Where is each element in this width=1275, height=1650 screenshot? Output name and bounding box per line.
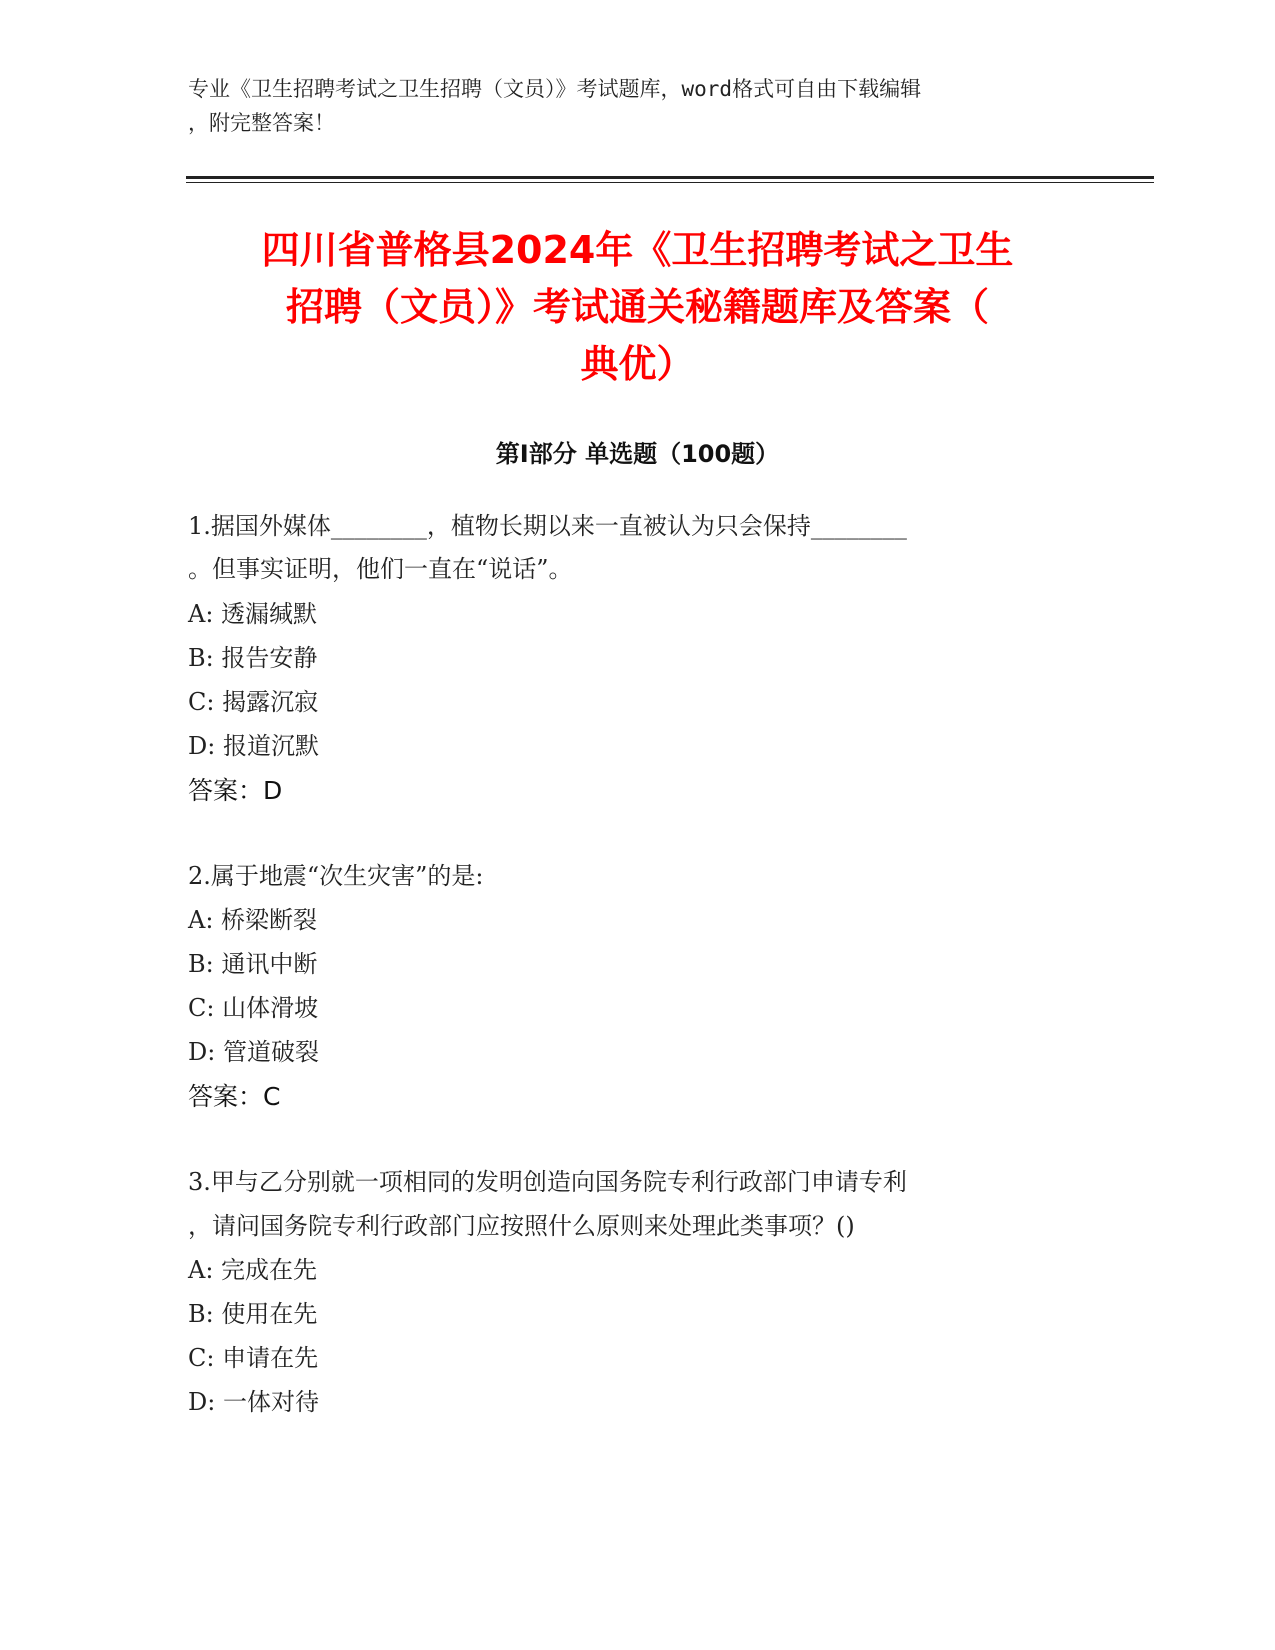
question-1-answer: 答案：D — [188, 776, 283, 805]
title-line-1: 四川省普格县2024年《卫生招聘考试之卫生 — [261, 228, 1014, 272]
question-1-option-b: B: 报告安静 — [188, 644, 318, 672]
header-note-line-1: 专业《卫生招聘考试之卫生招聘（文员）》考试题库，word格式可自由下载编辑 — [188, 77, 922, 101]
question-1-option-c: C: 揭露沉寂 — [188, 688, 319, 716]
question-3-text-line-2: ，请问国务院专利行政部门应按照什么原则来处理此类事项？() — [188, 1212, 855, 1240]
header-divider-thin — [186, 182, 1154, 183]
question-3-text-line-1: 3.甲与乙分别就一项相同的发明创造向国务院专利行政部门申请专利 — [188, 1168, 907, 1196]
question-1-option-a: A: 透漏缄默 — [188, 600, 318, 628]
section-title: 第I部分 单选题（100题） — [495, 440, 780, 468]
header-note — [188, 72, 1088, 140]
question-1-text-line-1: 1.据国外媒体________，植物长期以来一直被认为只会保持________ — [188, 512, 907, 540]
document-title — [150, 222, 1125, 393]
question-3-option-b: B: 使用在先 — [188, 1300, 318, 1328]
question-1-option-d: D: 报道沉默 — [188, 732, 319, 760]
question-2-answer: 答案：C — [188, 1082, 281, 1111]
question-2-option-b: B: 通讯中断 — [188, 950, 318, 978]
question-3-option-c: C: 申请在先 — [188, 1344, 319, 1372]
question-2-option-a: A: 桥梁断裂 — [188, 906, 318, 934]
question-1-text-line-2: 。但事实证明，他们一直在“说话”。 — [188, 555, 573, 583]
header-divider-thick — [186, 176, 1154, 179]
header-note-line-2: ，附完整答案！ — [188, 111, 335, 135]
question-3-option-a: A: 完成在先 — [188, 1256, 318, 1284]
title-line-3: 典优） — [580, 342, 695, 386]
question-2-option-c: C: 山体滑坡 — [188, 994, 319, 1022]
question-2-option-d: D: 管道破裂 — [188, 1038, 319, 1066]
title-line-2: 招聘（文员）》考试通关秘籍题库及答案（ — [285, 285, 989, 329]
question-3-option-d: D: 一体对待 — [188, 1388, 319, 1416]
question-2-text-line-1: 2.属于地震“次生灾害”的是: — [188, 862, 484, 890]
